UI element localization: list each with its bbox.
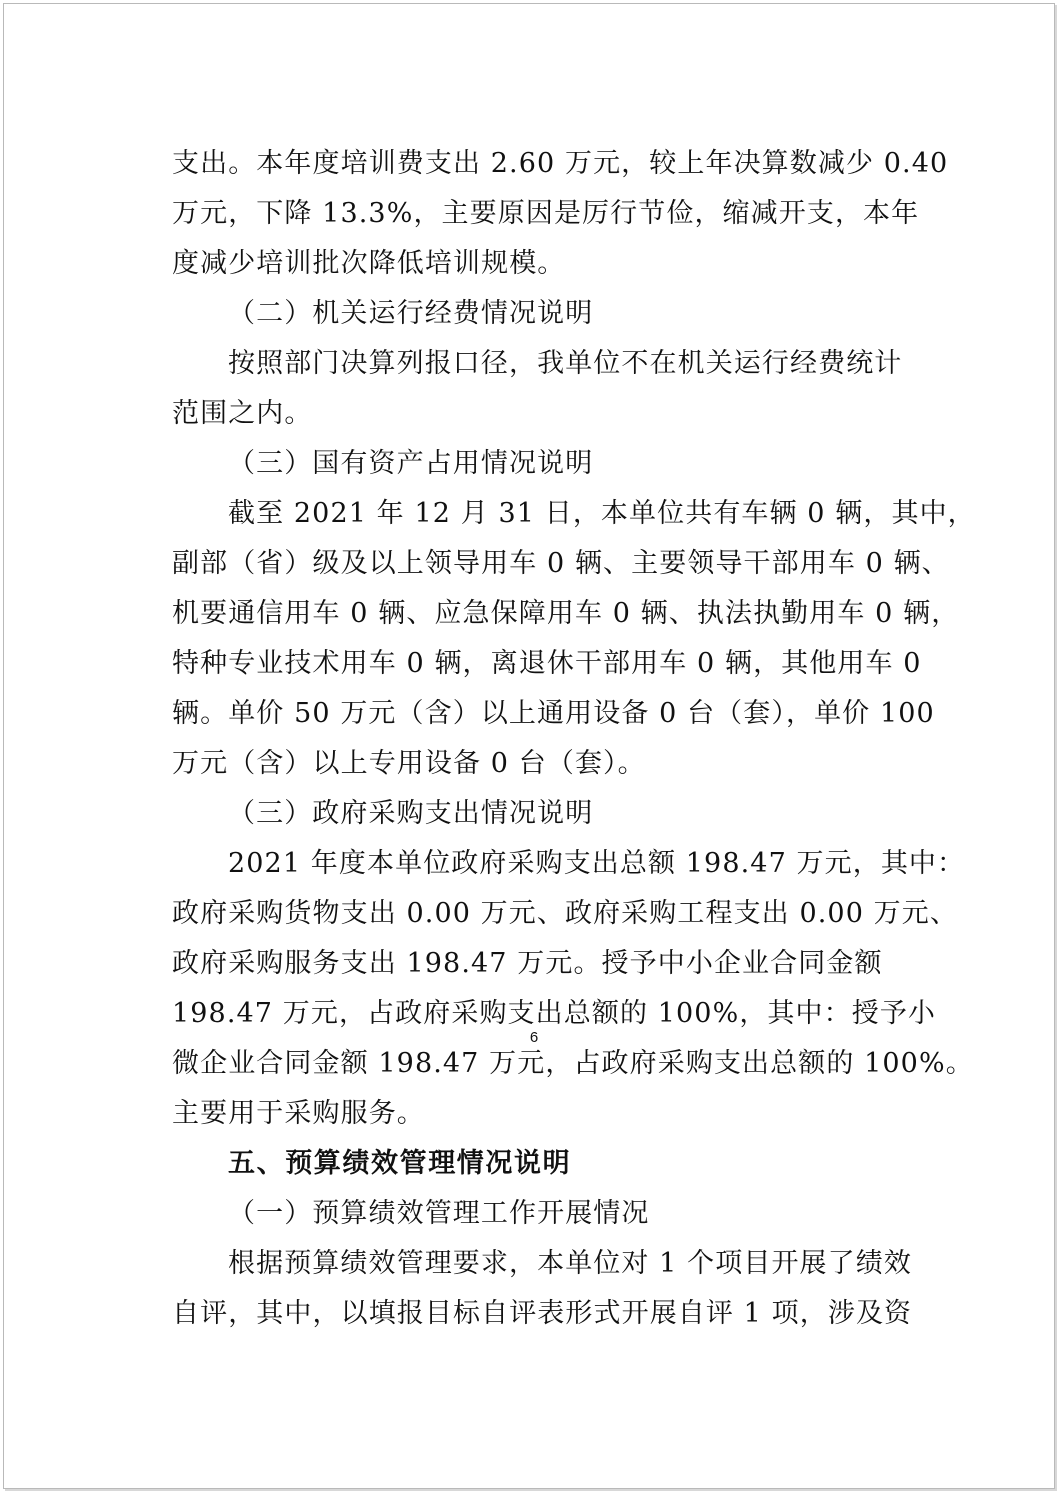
text-line: 微企业合同金额 198.47 万元，占政府采购支出总额的 100%。 — [172, 1048, 974, 1079]
chapter-heading: 五、预算绩效管理情况说明 — [228, 1148, 572, 1179]
page-number: 6 — [529, 1029, 539, 1046]
text-line: 2021 年度本单位政府采购支出总额 198.47 万元，其中： — [228, 848, 966, 879]
text-line: 万元（含）以上专用设备 0 台（套）。 — [172, 748, 646, 779]
text-line: 范围之内。 — [172, 398, 313, 429]
text-line: 截至 2021 年 12 月 31 日，本单位共有车辆 0 辆，其中， — [228, 498, 976, 529]
section-heading: （三）国有资产占用情况说明 — [228, 448, 594, 479]
text-line: 机要通信用车 0 辆、应急保障用车 0 辆、执法执勤用车 0 辆， — [172, 598, 960, 629]
text-line: 万元，下降 13.3%，主要原因是厉行节俭，缩减开支，本年 — [172, 198, 920, 229]
section-heading: （三）政府采购支出情况说明 — [228, 798, 594, 829]
document-page — [3, 3, 1055, 1489]
text-line: 辆。单价 50 万元（含）以上通用设备 0 台（套），单价 100 — [172, 698, 935, 729]
text-line: 主要用于采购服务。 — [172, 1098, 425, 1129]
text-line: 根据预算绩效管理要求，本单位对 1 个项目开展了绩效 — [228, 1248, 912, 1279]
section-heading: （二）机关运行经费情况说明 — [228, 298, 594, 329]
text-line: 自评，其中，以填报目标自评表形式开展自评 1 项，涉及资 — [172, 1298, 913, 1329]
text-line: 特种专业技术用车 0 辆，离退休干部用车 0 辆，其他用车 0 — [172, 648, 922, 679]
text-line: 政府采购服务支出 198.47 万元。授予中小企业合同金额 — [172, 948, 883, 979]
text-line: 支出。本年度培训费支出 2.60 万元，较上年决算数减少 0.40 — [172, 148, 949, 179]
text-line: 度减少培训批次降低培训规模。 — [172, 248, 566, 279]
text-line: 政府采购货物支出 0.00 万元、政府采购工程支出 0.00 万元、 — [172, 898, 958, 929]
text-line: 按照部门决算列报口径，我单位不在机关运行经费统计 — [228, 348, 903, 379]
section-heading: （一）预算绩效管理工作开展情况 — [228, 1198, 650, 1229]
text-line: 副部（省）级及以上领导用车 0 辆、主要领导干部用车 0 辆、 — [172, 548, 950, 579]
text-line: 198.47 万元，占政府采购支出总额的 100%，其中：授予小 — [172, 998, 937, 1029]
